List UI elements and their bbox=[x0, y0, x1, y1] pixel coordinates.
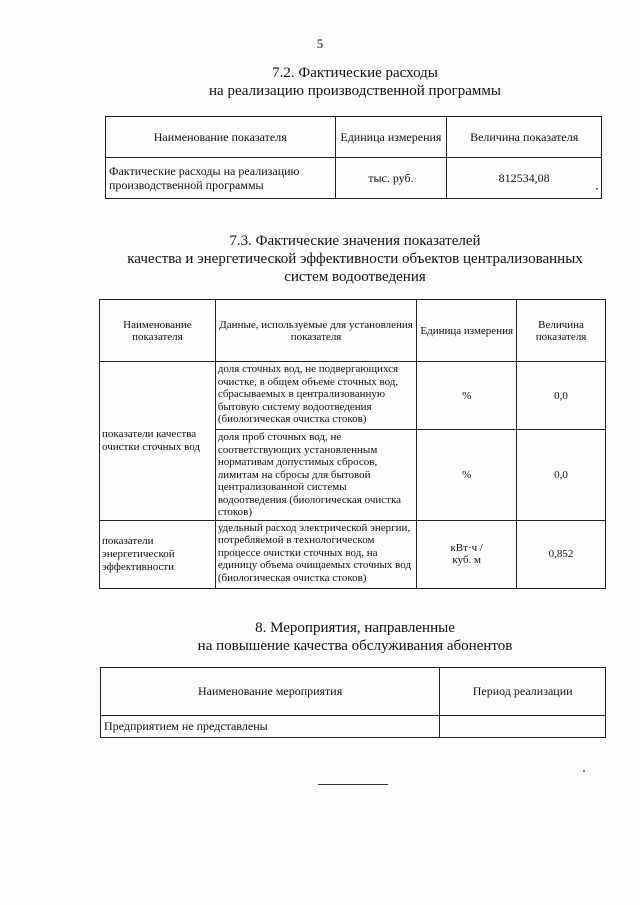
header-cell: Наименование мероприятия bbox=[101, 668, 440, 716]
section-8-title-line2: на повышение качества обслуживания абонентов bbox=[197, 638, 513, 654]
expense-name: Фактические расходы на реализацию производственной программы bbox=[106, 158, 336, 199]
table-row bbox=[100, 520, 606, 588]
table-header-row bbox=[100, 300, 606, 362]
header-cell: Наименование показателя bbox=[106, 117, 336, 158]
header-cell: Единица измерения bbox=[335, 117, 447, 158]
unit-line: куб. м bbox=[452, 554, 482, 566]
section-7-3-title-line1: 7.3. Фактические значения показателей bbox=[229, 233, 481, 249]
expense-unit: тыс. руб. bbox=[335, 158, 447, 199]
table-row bbox=[101, 716, 606, 738]
expenses-table bbox=[105, 116, 602, 199]
expense-value: 812534,08 bbox=[447, 158, 602, 199]
indicator-unit bbox=[417, 520, 517, 588]
section-7-3-title-line2: качества и энергетической эффективности объектов централизованных bbox=[127, 251, 583, 267]
header-cell: Данные, используемые для установления показателя bbox=[215, 300, 417, 362]
indicator-value: 0,0 bbox=[517, 362, 606, 430]
section-7-2-title-line1: 7.2. Фактические расходы bbox=[272, 65, 438, 81]
indicator-unit: % bbox=[417, 362, 517, 430]
scan-speck bbox=[583, 770, 585, 772]
indicator-data: доля проб сточных вод, не соответствующих установленным нормативам допустимых сбросов, лимитам на сбросы для бытовой централизованной системы водоотведения (биологическая очистка стоков) bbox=[215, 430, 417, 521]
indicator-data: доля сточных вод, не подвергающихся очистке, в общем объеме сточных вод, сбрасываемых в централизованную бытовую систему водоотведения (биологическая очистка стоков) bbox=[215, 362, 417, 430]
section-8-title-line1: 8. Мероприятия, направленные bbox=[255, 620, 455, 636]
indicator-value: 0,0 bbox=[517, 430, 606, 521]
measure-period bbox=[440, 716, 606, 738]
indicator-group-energy: показатели энергетической эффективности bbox=[100, 520, 216, 588]
section-7-3-title-line3: систем водоотведения bbox=[284, 269, 426, 285]
indicator-value: 0,852 bbox=[517, 520, 606, 588]
measure-name: Предприятием не представлены bbox=[101, 716, 440, 738]
table-row bbox=[100, 362, 606, 430]
unit-line: кВт·ч / bbox=[450, 542, 483, 554]
header-cell: Величина показателя bbox=[517, 300, 606, 362]
section-7-2-title-line2: на реализацию производственной программы bbox=[209, 83, 501, 99]
scan-speck bbox=[596, 188, 598, 190]
measures-table bbox=[100, 667, 606, 738]
header-cell: Единица измерения bbox=[417, 300, 517, 362]
header-cell: Величина показателя bbox=[447, 117, 602, 158]
table-header-row bbox=[106, 117, 602, 158]
table-header-row bbox=[101, 668, 606, 716]
header-cell: Период реализации bbox=[440, 668, 606, 716]
page-number: 5 bbox=[316, 36, 324, 51]
header-cell: Наименование показателя bbox=[100, 300, 216, 362]
quality-indicators-table bbox=[99, 299, 606, 589]
signature-line bbox=[318, 784, 388, 785]
indicator-data: удельный расход электрической энергии, потребляемой в технологическом процессе очистки сточных вод, на единицу объема очищаемых сточных вод (биологическая очистка стоков) bbox=[215, 520, 417, 588]
indicator-unit: % bbox=[417, 430, 517, 521]
indicator-group-quality: показатели качества очистки сточных вод bbox=[100, 362, 216, 521]
table-row bbox=[106, 158, 602, 199]
